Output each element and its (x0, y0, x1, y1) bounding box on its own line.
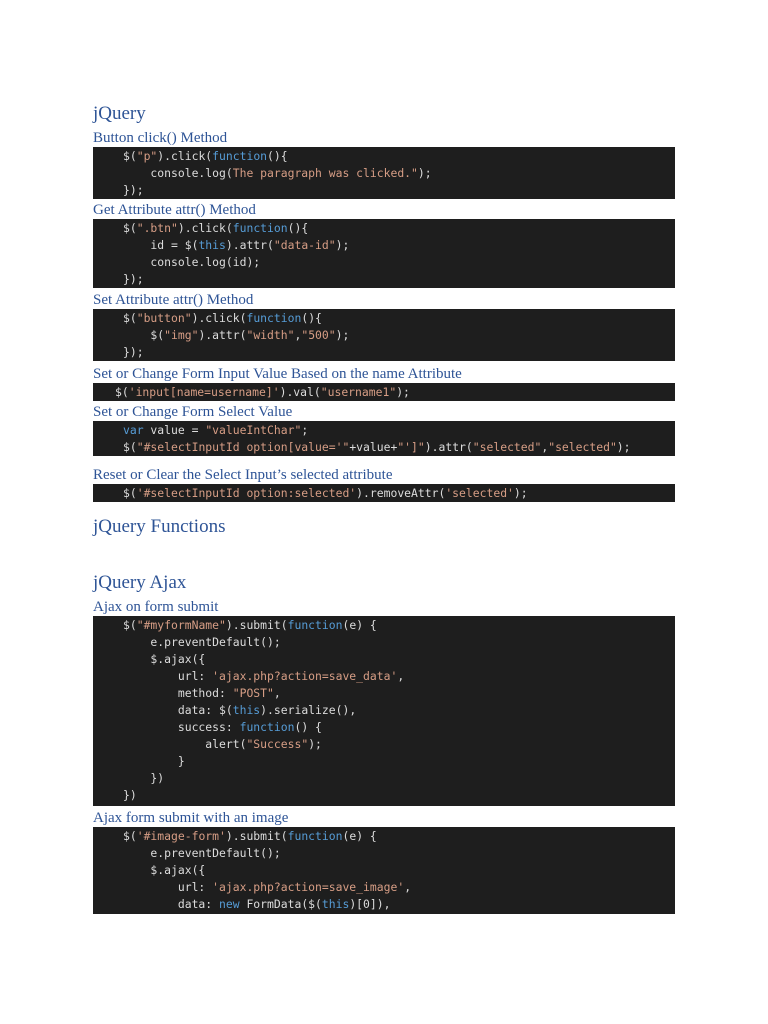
code-token: ); (335, 328, 350, 342)
code-token: 'selected' (445, 486, 514, 500)
code-token: "width" (246, 328, 295, 342)
code-line (123, 634, 675, 651)
code-token: "p" (136, 149, 158, 163)
code-line (123, 879, 675, 896)
code-token: The paragraph was clicked." (232, 166, 418, 180)
document-page (93, 100, 675, 914)
code-token: function (287, 618, 343, 632)
code-token: "#selectInputId option[value='" (136, 440, 350, 454)
code-token: url: (123, 880, 213, 894)
code-token: this (232, 703, 261, 717)
code-line (123, 770, 675, 787)
code-line (123, 753, 675, 770)
code-line (123, 896, 675, 913)
code-token: '#image-form' (136, 829, 226, 843)
code-token: ).attr( (424, 440, 473, 454)
code-token: ).serialize(), (260, 703, 357, 717)
code-token: 'input[name=username]' (128, 385, 280, 399)
get-attr-title: Get Attribute attr() Method (93, 202, 256, 218)
code-token: (){ (301, 311, 322, 325)
code-token: this (198, 238, 226, 252)
code-token: "img" (164, 328, 199, 342)
code-token: $( (123, 149, 137, 163)
code-line (123, 685, 675, 702)
code-token: $( (115, 385, 129, 399)
code-token: function (232, 221, 288, 235)
code-token: FormData($( (239, 897, 322, 911)
code-token: "selected" (548, 440, 617, 454)
code-token: ); (335, 238, 350, 252)
code-token: ); (308, 737, 322, 751)
code-line (123, 787, 675, 804)
code-token: $( (123, 618, 137, 632)
ajax-submit-title: Ajax on form submit (93, 599, 219, 615)
input-value-title: Set or Change Form Input Value Based on the name Attribute (93, 366, 462, 382)
code-token: ).click( (191, 311, 247, 325)
click-method-code (93, 147, 675, 199)
code-token: $( (123, 221, 137, 235)
code-line (115, 384, 675, 401)
code-token: var (123, 423, 144, 437)
code-token: ); (396, 385, 410, 399)
code-token: 'ajax.php?action=save_image' (212, 880, 405, 894)
code-line (123, 439, 675, 456)
code-token: ).click( (157, 149, 213, 163)
code-token: ).submit( (225, 829, 288, 843)
select-value-code (93, 421, 675, 456)
code-line (123, 617, 675, 634)
code-token: , (541, 440, 549, 454)
code-line (123, 702, 675, 719)
jquery-functions-heading: jQuery Functions (93, 516, 226, 537)
code-token: ; (301, 423, 309, 437)
code-line (123, 148, 675, 165)
code-token: "500" (301, 328, 336, 342)
code-token: $.ajax({ (123, 652, 206, 666)
code-line (123, 845, 675, 862)
code-token: $.ajax({ (123, 863, 206, 877)
code-token: url: (123, 669, 213, 683)
code-token: , (404, 880, 412, 894)
code-token: "valueIntChar" (205, 423, 302, 437)
jquery-ajax-heading: jQuery Ajax (93, 572, 187, 593)
code-line (123, 862, 675, 879)
code-token: , (273, 686, 281, 700)
code-token: ).attr( (198, 328, 247, 342)
code-token: this (321, 897, 350, 911)
code-token: function (212, 149, 268, 163)
code-token: "#myformName" (136, 618, 226, 632)
code-token: (e) { (342, 829, 377, 843)
code-line (123, 271, 675, 288)
code-token: "data-id" (273, 238, 336, 252)
code-token: '#selectInputId option:selected' (136, 486, 357, 500)
code-line (123, 182, 675, 199)
code-token: "button" (136, 311, 192, 325)
code-token: ".btn" (136, 221, 178, 235)
code-token: e.preventDefault(); (123, 635, 281, 649)
code-token: console.log( (123, 166, 233, 180)
ajax-submit-code (93, 616, 675, 806)
code-token: ); (417, 166, 432, 180)
code-token: "']" (397, 440, 425, 454)
code-token: "Success" (246, 737, 309, 751)
code-token: data: (123, 897, 220, 911)
code-token: "selected" (472, 440, 542, 454)
code-token: console.log(id); (123, 255, 261, 269)
code-token: (e) { (342, 618, 377, 632)
code-token: )[0]), (349, 897, 391, 911)
code-token: }) (123, 771, 165, 785)
code-token: method: (123, 686, 233, 700)
code-token: () { (294, 720, 322, 734)
code-token: ); (513, 486, 528, 500)
code-token: value = (143, 423, 206, 437)
code-token: ).attr( (225, 238, 274, 252)
code-token: (){ (267, 149, 288, 163)
code-token: 'ajax.php?action=save_data' (212, 669, 398, 683)
code-token: }); (123, 272, 144, 286)
code-token: }); (123, 345, 144, 359)
code-token: +value+ (349, 440, 398, 454)
code-line (123, 165, 675, 182)
code-line (123, 651, 675, 668)
code-token: success: (123, 720, 240, 734)
reset-select-code (93, 484, 675, 502)
input-value-code (93, 383, 675, 401)
code-line (123, 220, 675, 237)
code-token: (){ (287, 221, 309, 235)
code-line (123, 736, 675, 753)
code-token: alert( (123, 737, 247, 751)
code-line (123, 344, 675, 361)
code-line (123, 422, 675, 439)
code-token: }) (123, 788, 137, 802)
set-attr-code (93, 309, 675, 361)
code-token: new (219, 897, 240, 911)
get-attr-code (93, 219, 675, 288)
code-token: "username1" (320, 385, 397, 399)
code-token: function (287, 829, 343, 843)
ajax-image-code (93, 827, 675, 914)
code-line (123, 254, 675, 271)
code-line (123, 485, 675, 502)
ajax-image-title: Ajax form submit with an image (93, 810, 289, 826)
code-token: , (397, 669, 405, 683)
set-attr-title: Set Attribute attr() Method (93, 292, 254, 308)
code-token: $( (123, 328, 165, 342)
code-token: ); (616, 440, 631, 454)
code-token: "POST" (232, 686, 274, 700)
code-line (123, 828, 675, 845)
code-token: ).removeAttr( (356, 486, 446, 500)
code-token: $( (123, 440, 137, 454)
code-token: ).val( (279, 385, 321, 399)
code-line (123, 719, 675, 736)
code-token: e.preventDefault(); (123, 846, 281, 860)
code-token: }); (123, 183, 144, 197)
code-token: ).submit( (225, 618, 288, 632)
code-token: , (294, 328, 302, 342)
code-line (123, 668, 675, 685)
code-token: data: $( (123, 703, 233, 717)
code-token: function (239, 720, 295, 734)
code-line (123, 310, 675, 327)
click-method-title: Button click() Method (93, 130, 228, 146)
code-token: } (123, 754, 185, 768)
select-value-title: Set or Change Form Select Value (93, 404, 293, 420)
code-line (123, 237, 675, 254)
code-token: ).click( (177, 221, 233, 235)
reset-select-title: Reset or Clear the Select Input’s selected attribute (93, 467, 393, 483)
code-token: $( (123, 486, 137, 500)
code-token: $( (123, 829, 137, 843)
code-token: function (246, 311, 302, 325)
code-token: $( (123, 311, 137, 325)
code-line (123, 327, 675, 344)
jquery-heading: jQuery (93, 103, 146, 124)
code-token: id = $( (123, 238, 199, 252)
